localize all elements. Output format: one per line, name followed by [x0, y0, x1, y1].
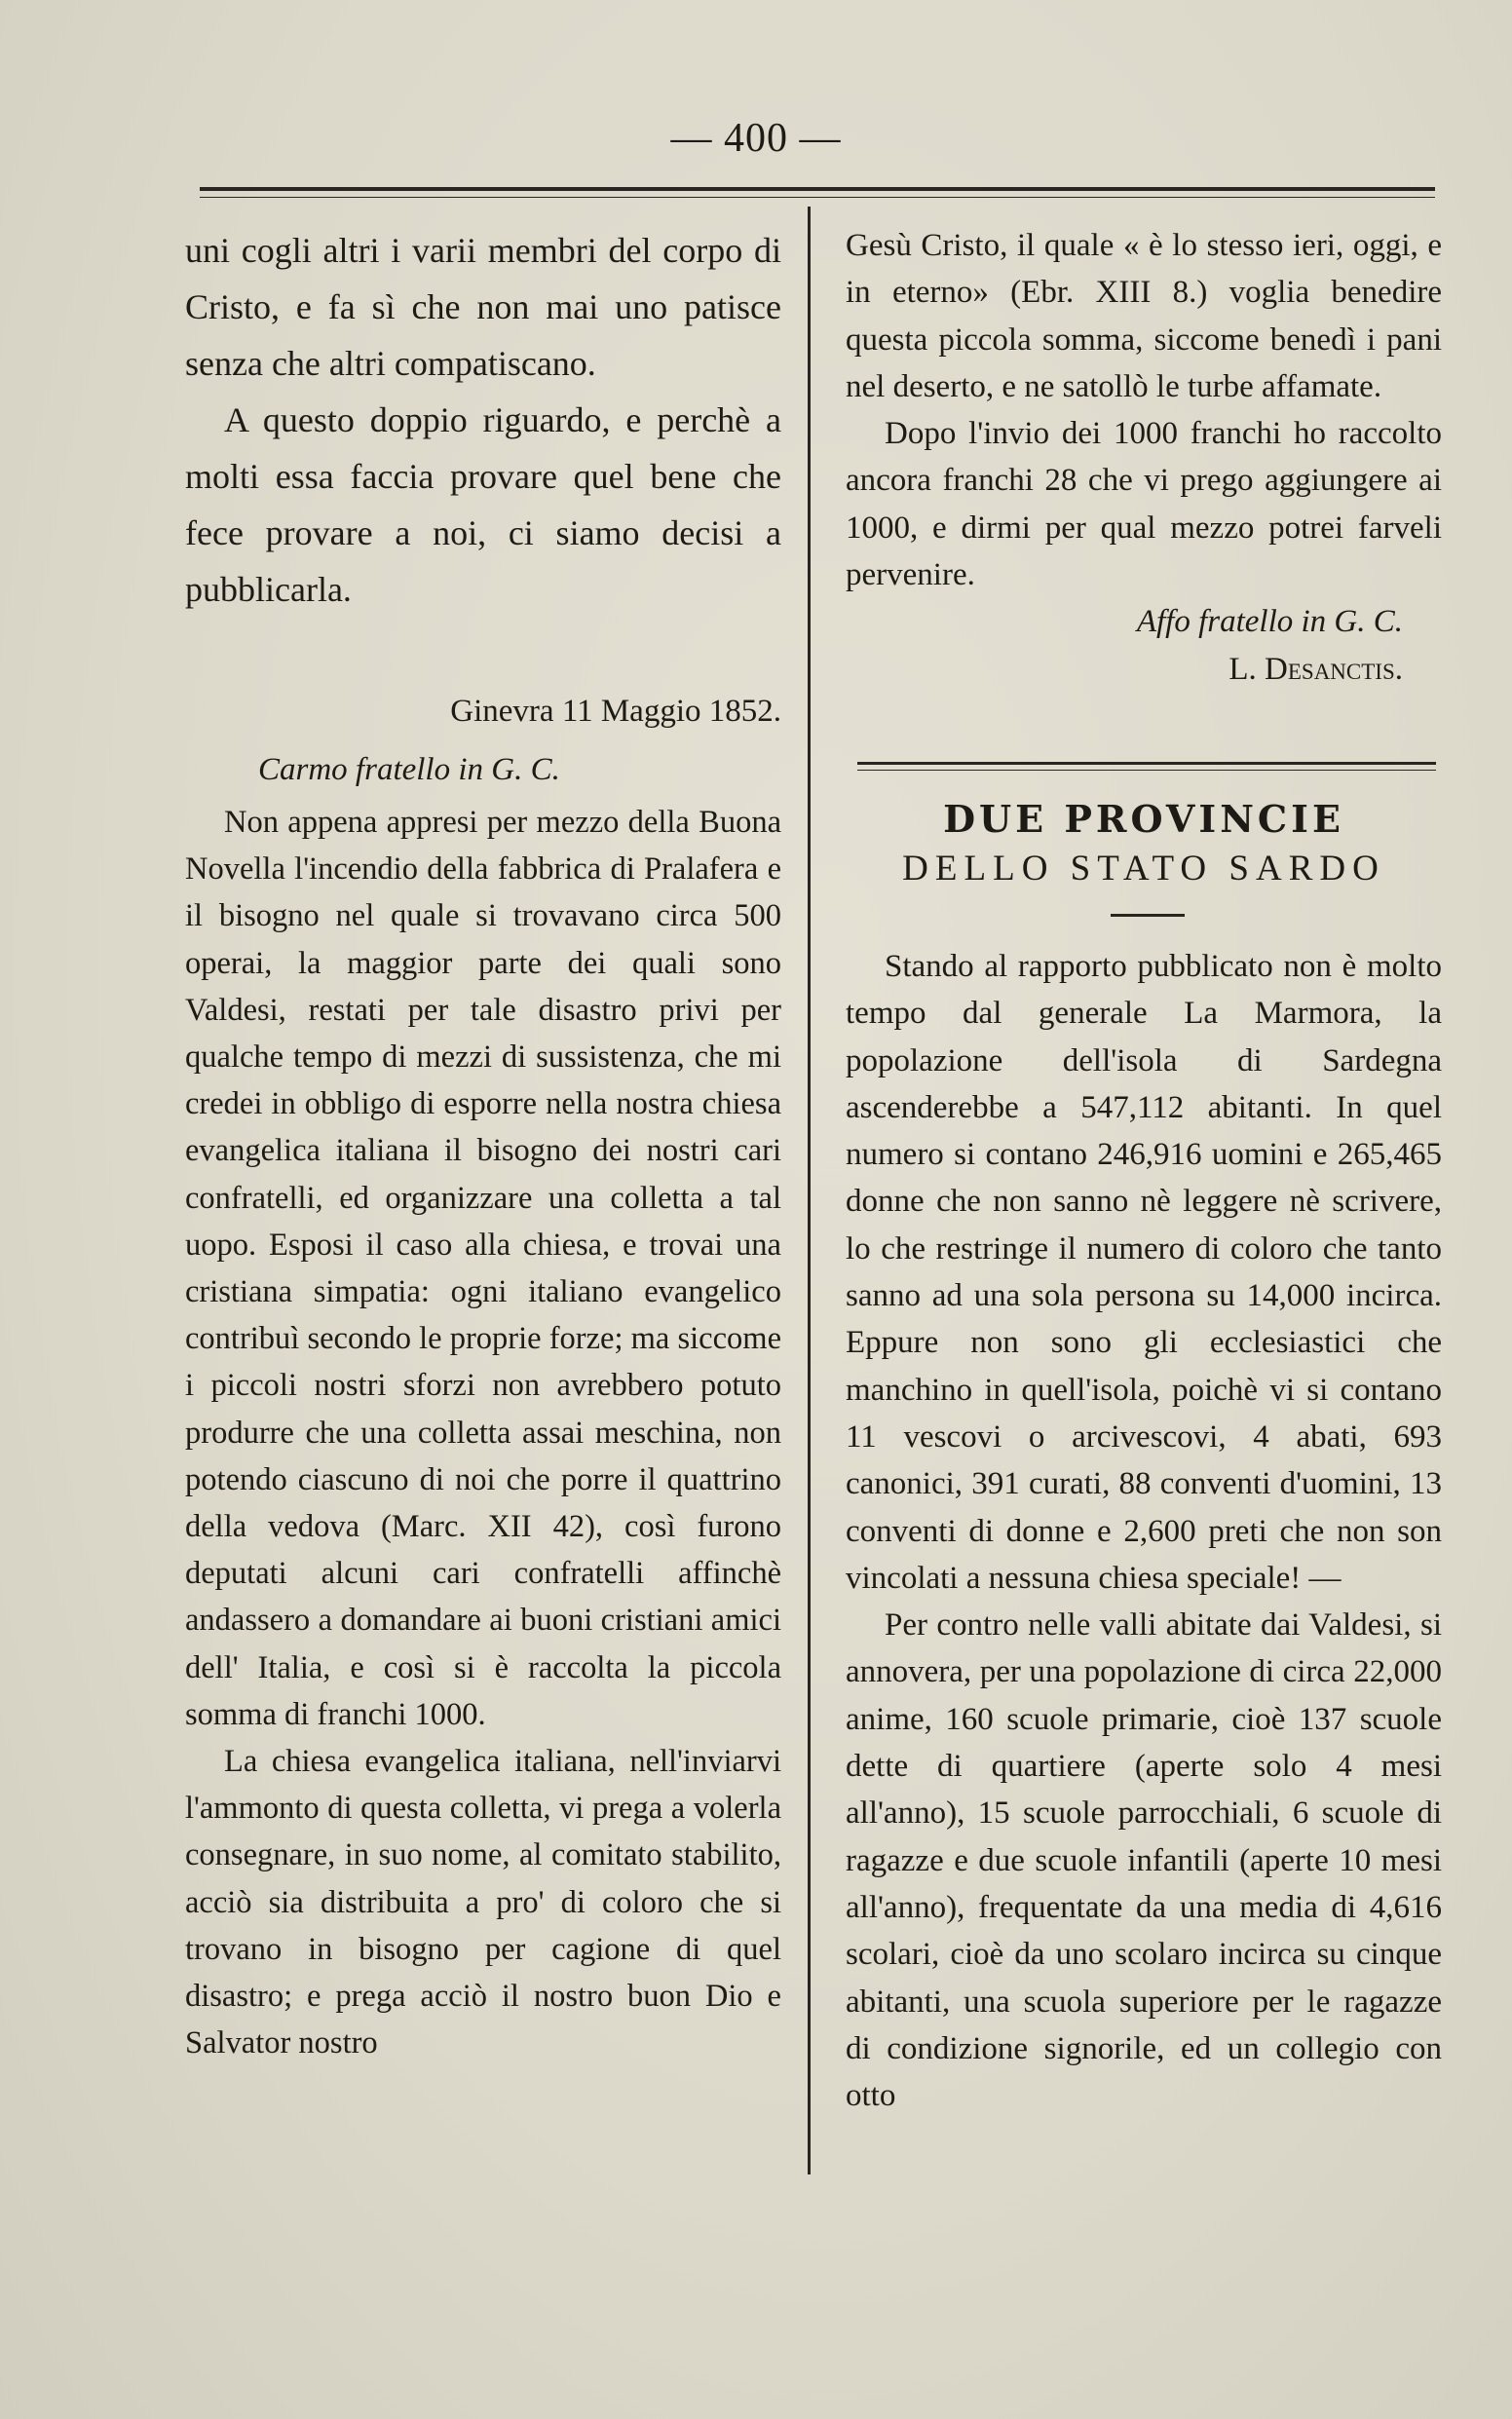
letter-closing: Affo fratello in G. C.	[1136, 604, 1403, 640]
letter-signature: L. Desanctis.	[1228, 651, 1403, 687]
section-title: DUE PROVINCIE	[943, 797, 1344, 841]
letter-dateline: Ginevra 11 Maggio 1852.	[450, 694, 781, 729]
header-rule-thin	[200, 197, 1435, 198]
column-divider	[808, 207, 811, 2174]
section-rule-thin	[857, 770, 1436, 771]
letter-paragraph: Non appena appresi per mezzo della Buona Novella l'incendio della fabbrica di Pralafera e il bisogno nel quale si trovavano circa 500 operai, la maggior parte dei quali sono Valdesi, restati per tale disastro privi per qualche tempo di mezzi di sussistenza, che mi credei in obbligo di esporre nella nostra chiesa evangelica italiana il bisogno dei nostri cari confratelli, ed organizzare una colletta a tal uopo. Esposi il caso alla chiesa, e trovai una cristiana simpatia: ogni italiano evangelico contribuì secondo le proprie forze; ma siccome i piccoli nostri sforzi non avrebbero potuto produrre che una colletta assai meschina, non potendo ciascuno di noi che porre il quattrino della vedova (Marc. XII 42), così furono deputati alcuni cari confratelli affinchè andassero a domandare ai buoni cristiani amici dell' Italia, e così si è raccolta la piccola somma di franchi 1000.	[185, 805, 781, 1732]
section-subtitle: DELLO STATO SARDO	[902, 849, 1385, 888]
letter-paragraph: La chiesa evangelica italiana, nell'inviarvi l'ammonto di questa colletta, vi prega a volerla consegnare, in suo nome, al comitato stabilito, acciò sia distribuita a pro' di coloro che si trovano in bisogno per cagione di quel disastro; e prega acciò il nostro buon Dio e Salvator nostro	[185, 1744, 781, 2061]
right-column-letter	[846, 222, 1442, 693]
intro-paragraph: A questo doppio riguardo, e perchè a molti essa faccia provare quel bene che fece provare a noi, ci siamo decisi a pubblicarla.	[185, 400, 781, 609]
right-column-article	[846, 943, 1442, 2119]
letter-salutation: Carmo fratello in G. C.	[258, 752, 560, 787]
title-rule	[1111, 914, 1185, 917]
article-paragraph: Per contro nelle valli abitate dai Valdesi, si annovera, per una popolazione di circa 22,000 anime, 160 scuole primarie, cioè 137 scuole dette di quartiere (aperte solo 4 mesi all'anno), 15 scuole parrocchiali, 6 scuole di ragazze e due scuole infantili (aperte 10 mesi all'anno), frequentate da una media di 4,616 scolari, cioè da uno scolaro incirca su cinque abitanti, una scuola superiore per le ragazze di condizione signorile, ed un collegio con otto	[846, 1607, 1442, 2114]
article-paragraph: Stando al rapporto pubblicato non è molto tempo dal generale La Marmora, la popolazione dell'isola di Sardegna ascenderebbe a 547,112 abitanti. In quel numero si contano 246,916 uomini e 265,465 donne che non sanno nè leggere nè scrivere, lo che restringe il numero di coloro che tanto sanno ad una sola persona su 14,000 incirca. Eppure non sono gli ecclesiastici che manchino in quell'isola, poichè vi si contano 11 vescovi o arcivescovi, 4 abati, 693 canonici, 391 curati, 88 conventi d'uomini, 13 conventi di donne e 2,600 preti che non son vincolati a nessuna chiesa speciale! —	[846, 949, 1442, 1596]
letter-postscript: Dopo l'invio dei 1000 franchi ho raccolto ancora franchi 28 che vi prego aggiungere ai 1000, e dirmi per qual mezzo potrei farveli pervenire.	[846, 416, 1442, 593]
left-column-letter	[185, 682, 781, 2066]
page-number: — 400 —	[670, 116, 842, 161]
header-rule	[200, 187, 1435, 191]
left-column-intro	[185, 222, 781, 618]
letter-continuation: Gesù Cristo, il quale « è lo stesso ieri, oggi, e in eterno» (Ebr. XIII 8.) voglia benedire questa piccola somma, siccome benedì i pani nel deserto, e ne satollò le turbe affamate.	[846, 228, 1442, 404]
section-rule	[857, 762, 1436, 765]
intro-paragraph: uni cogli altri i varii membri del corpo di Cristo, e fa sì che non mai uno patisce senza che altri compatiscano.	[185, 231, 781, 383]
